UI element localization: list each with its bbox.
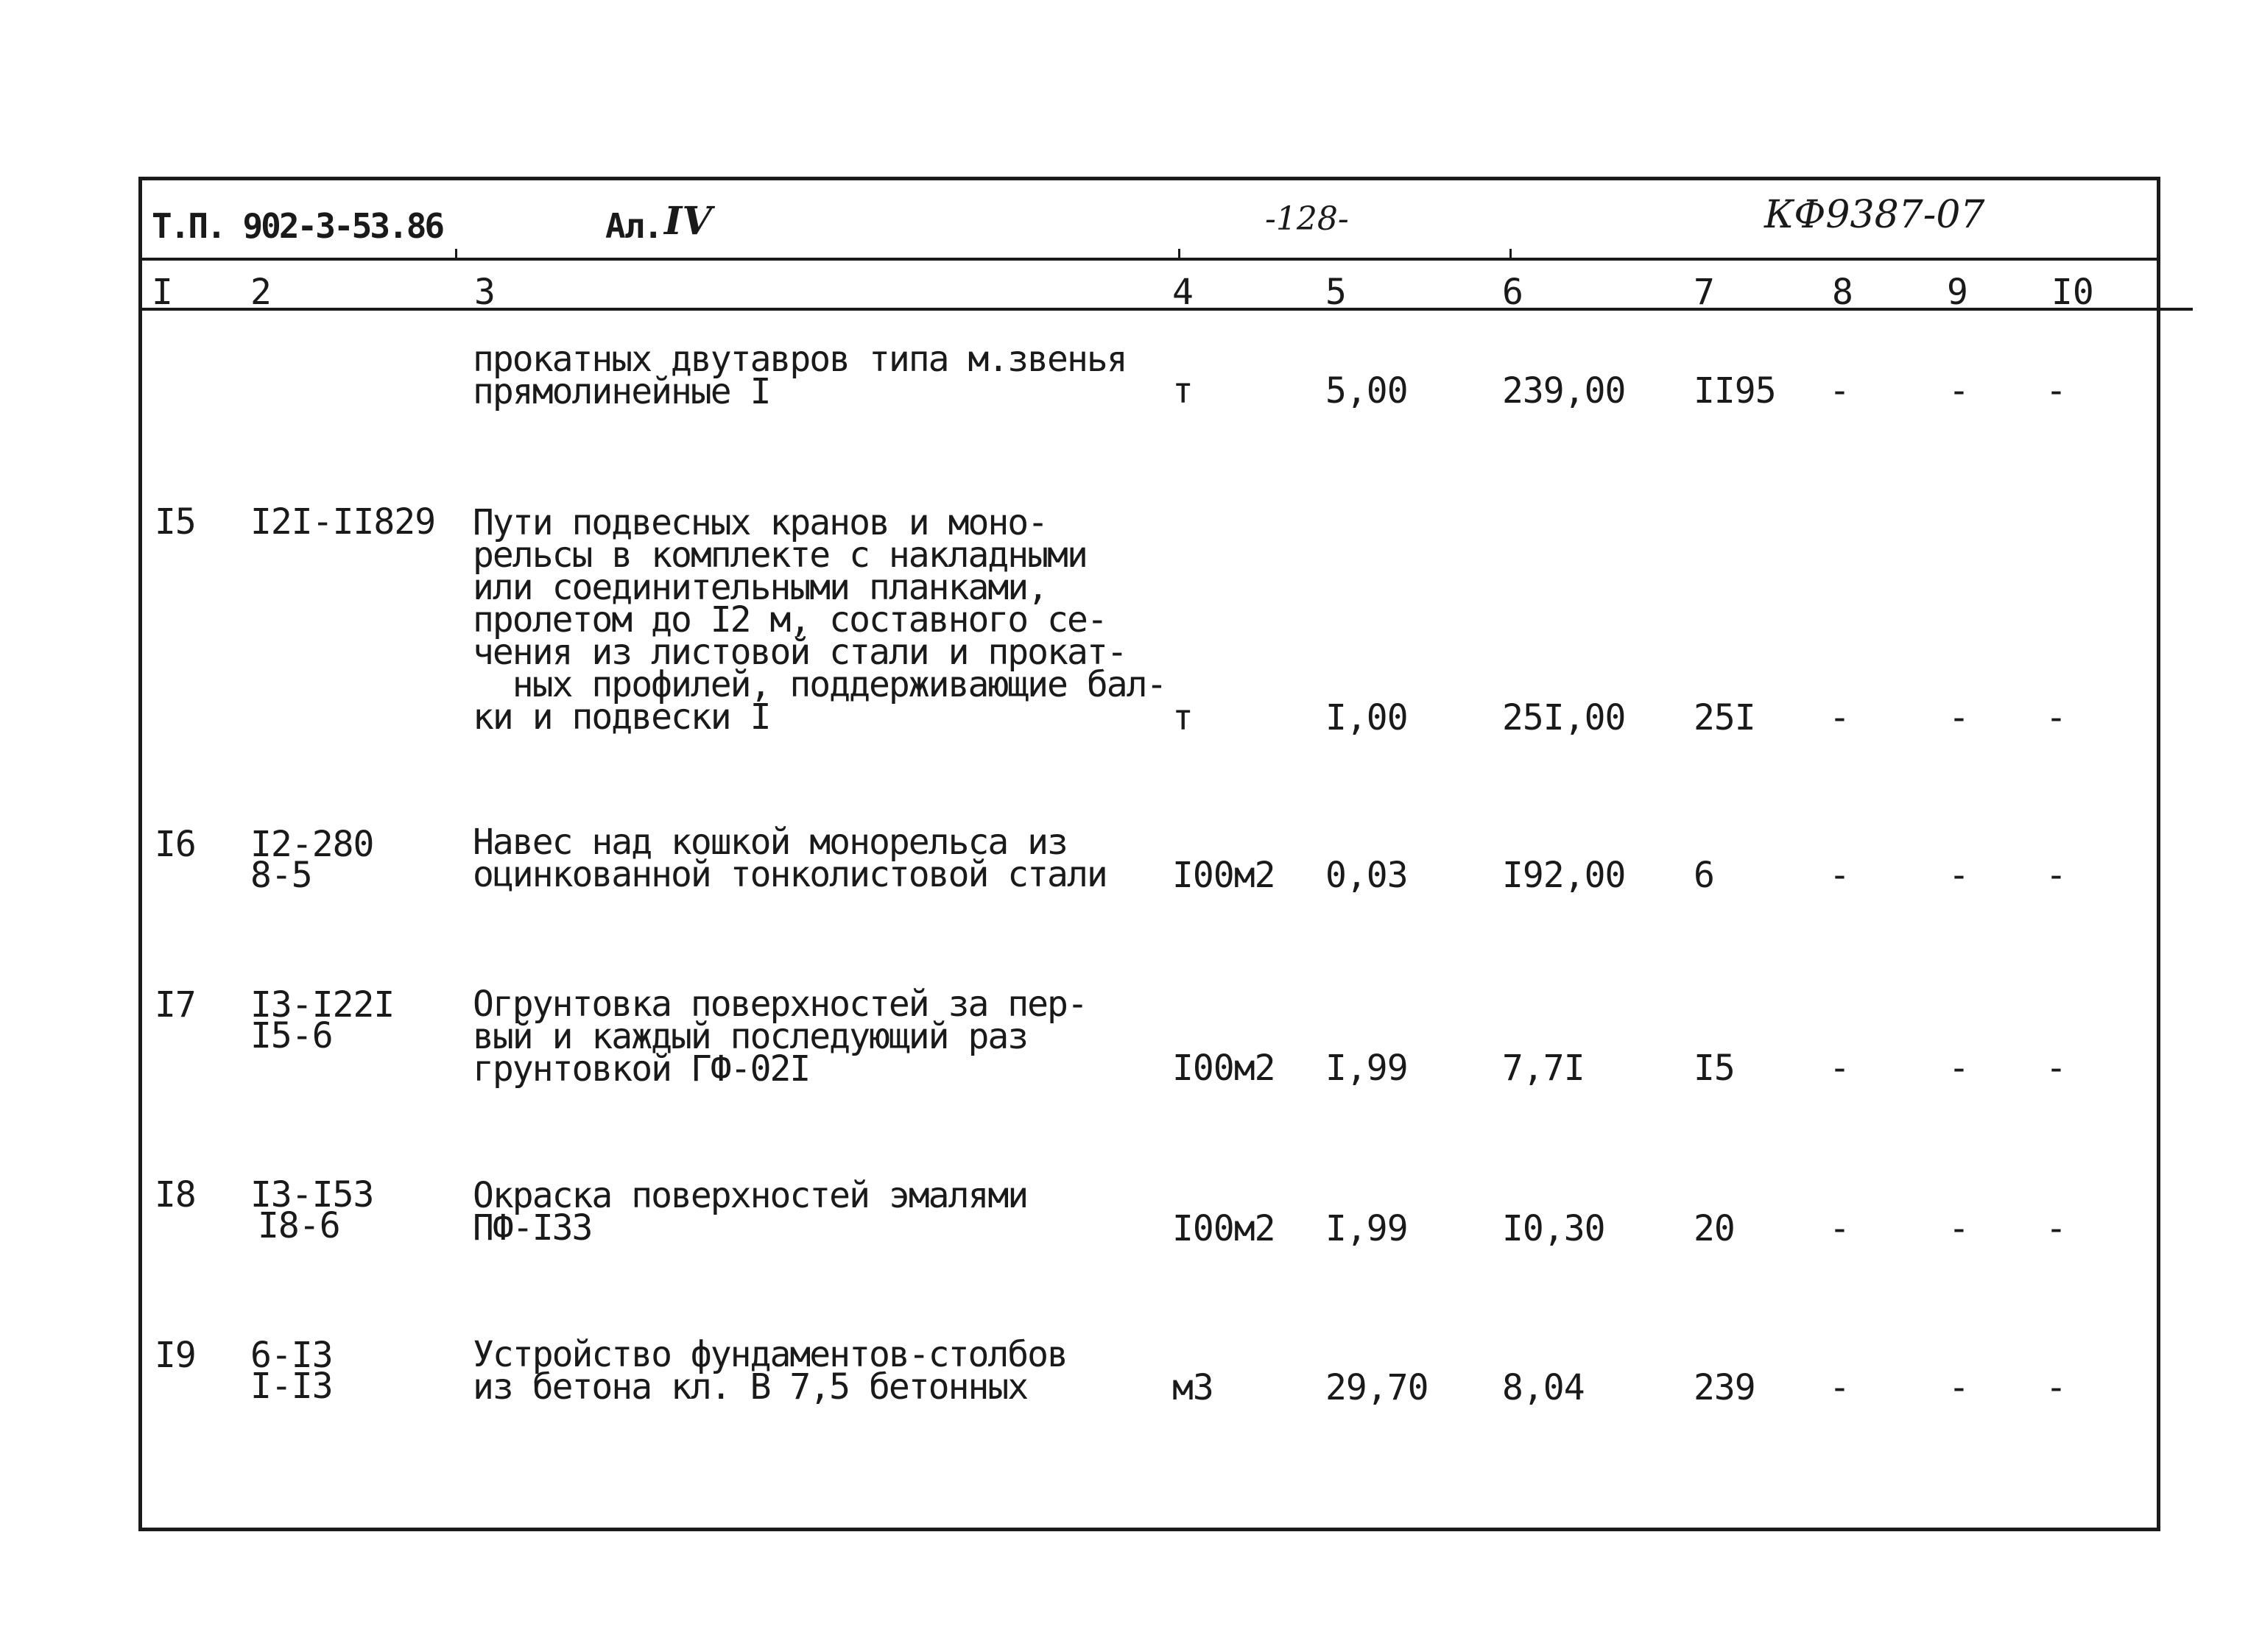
header-tick bbox=[1509, 249, 1512, 259]
row-quantity: 5,00 bbox=[1325, 370, 1408, 412]
register-number: КФ9387-07 bbox=[1764, 193, 1985, 237]
row-number: I7 bbox=[155, 984, 196, 1026]
row-number: I6 bbox=[155, 824, 196, 865]
row-col9: - bbox=[1948, 1208, 1969, 1249]
row-total: 239 bbox=[1694, 1367, 1755, 1408]
row-description: ных профилей, поддерживающие бал- bbox=[473, 664, 1166, 705]
row-code: 6-I3 bbox=[250, 1335, 333, 1376]
row-col10: - bbox=[2046, 697, 2066, 738]
row-total: I5 bbox=[1694, 1048, 1735, 1089]
row-col9: - bbox=[1948, 1367, 1969, 1408]
row-col8: - bbox=[1829, 1048, 1850, 1089]
table-frame bbox=[138, 177, 2160, 1531]
row-description: оцинкованной тонколистовой стали bbox=[473, 854, 1107, 895]
row-col10: - bbox=[2046, 1367, 2066, 1408]
column-number: 2 bbox=[250, 272, 272, 313]
row-total: 20 bbox=[1694, 1208, 1735, 1249]
column-number: 3 bbox=[474, 272, 496, 313]
row-code: I3-I22I bbox=[250, 984, 395, 1026]
row-code: I2-280 bbox=[250, 824, 374, 865]
row-total: II95 bbox=[1694, 370, 1776, 412]
row-code: I5-6 bbox=[250, 1015, 333, 1056]
row-unit: I00м2 bbox=[1172, 855, 1275, 896]
row-col10: - bbox=[2046, 370, 2066, 412]
row-description: или соединительными планками, bbox=[473, 567, 1048, 608]
column-number: 4 bbox=[1172, 272, 1194, 313]
row-description: ки и подвески I bbox=[473, 696, 770, 738]
row-quantity: I,00 bbox=[1325, 697, 1408, 738]
row-unit: т bbox=[1172, 697, 1193, 738]
row-col8: - bbox=[1829, 697, 1850, 738]
column-number: I bbox=[152, 272, 173, 313]
row-code: I2I-II829 bbox=[250, 501, 436, 543]
row-number: I9 bbox=[155, 1335, 196, 1376]
column-number: 7 bbox=[1694, 272, 1715, 313]
column-number: 5 bbox=[1325, 272, 1347, 313]
row-col9: - bbox=[1948, 370, 1969, 412]
row-unit-price: I92,00 bbox=[1502, 855, 1626, 896]
column-header-divider bbox=[138, 308, 2193, 311]
row-unit-price: 8,04 bbox=[1502, 1367, 1585, 1408]
sheet-label: Ал. bbox=[605, 206, 663, 246]
column-number: 6 bbox=[1502, 272, 1523, 313]
sheet-number: IV bbox=[664, 199, 712, 244]
row-description: ПФ-I33 bbox=[473, 1207, 592, 1249]
row-description: пролетом до I2 м, составного се- bbox=[473, 599, 1107, 640]
row-number: I8 bbox=[155, 1174, 196, 1215]
row-quantity: 0,03 bbox=[1325, 855, 1408, 896]
row-col10: - bbox=[2046, 855, 2066, 896]
row-total: 25I bbox=[1694, 697, 1755, 738]
row-description: Навес над кошкой монорельса из bbox=[473, 822, 1067, 863]
row-unit: м3 bbox=[1172, 1367, 1213, 1408]
row-description: Пути подвесных кранов и моно- bbox=[473, 502, 1048, 543]
column-number: I0 bbox=[2051, 272, 2094, 313]
row-description: Огрунтовка поверхностей за пер- bbox=[473, 984, 1087, 1025]
row-quantity: 29,70 bbox=[1325, 1367, 1428, 1408]
row-col8: - bbox=[1829, 1208, 1850, 1249]
row-description: Устройство фундаментов-столбов bbox=[473, 1334, 1067, 1375]
row-description: Окраска поверхностей эмалями bbox=[473, 1175, 1028, 1216]
row-code: I8-6 bbox=[258, 1205, 340, 1246]
row-col9: - bbox=[1948, 697, 1969, 738]
row-unit-price: 7,7I bbox=[1502, 1048, 1585, 1089]
header-tick bbox=[1178, 249, 1180, 259]
row-quantity: I,99 bbox=[1325, 1208, 1408, 1249]
row-description: грунтовкой ГФ-02I bbox=[473, 1048, 810, 1090]
row-col10: - bbox=[2046, 1208, 2066, 1249]
document-code: Т.П. 902-3-53.86 bbox=[152, 206, 443, 246]
row-col9: - bbox=[1948, 1048, 1969, 1089]
row-code: I-I3 bbox=[250, 1366, 333, 1407]
row-col9: - bbox=[1948, 855, 1969, 896]
row-code: 8-5 bbox=[250, 855, 312, 896]
row-quantity: I,99 bbox=[1325, 1048, 1408, 1089]
row-number: I5 bbox=[155, 501, 196, 543]
row-col8: - bbox=[1829, 1367, 1850, 1408]
header-divider bbox=[138, 258, 2160, 261]
row-description: чения из листовой стали и прокат- bbox=[473, 632, 1127, 673]
row-total: 6 bbox=[1694, 855, 1714, 896]
row-unit-price: 25I,00 bbox=[1502, 697, 1626, 738]
header-tick bbox=[455, 249, 457, 259]
page-number: -128- bbox=[1265, 200, 1349, 238]
row-description: рельсы в комплекте с накладными bbox=[473, 534, 1087, 576]
row-description: прямолинейные I bbox=[473, 371, 770, 412]
row-description: из бетона кл. В 7,5 бетонных bbox=[473, 1366, 1028, 1408]
row-col10: - bbox=[2046, 1048, 2066, 1089]
row-unit-price: I0,30 bbox=[1502, 1208, 1605, 1249]
row-unit: т bbox=[1172, 370, 1193, 412]
column-number: 8 bbox=[1832, 272, 1853, 313]
row-description: вый и каждый последующий раз bbox=[473, 1016, 1028, 1057]
row-col8: - bbox=[1829, 855, 1850, 896]
column-number: 9 bbox=[1947, 272, 1968, 313]
row-col8: - bbox=[1829, 370, 1850, 412]
row-unit: I00м2 bbox=[1172, 1208, 1275, 1249]
row-description: прокатных двутавров типа м.звенья bbox=[473, 339, 1127, 380]
row-unit-price: 239,00 bbox=[1502, 370, 1626, 412]
row-unit: I00м2 bbox=[1172, 1048, 1275, 1089]
row-code: I3-I53 bbox=[250, 1174, 374, 1215]
